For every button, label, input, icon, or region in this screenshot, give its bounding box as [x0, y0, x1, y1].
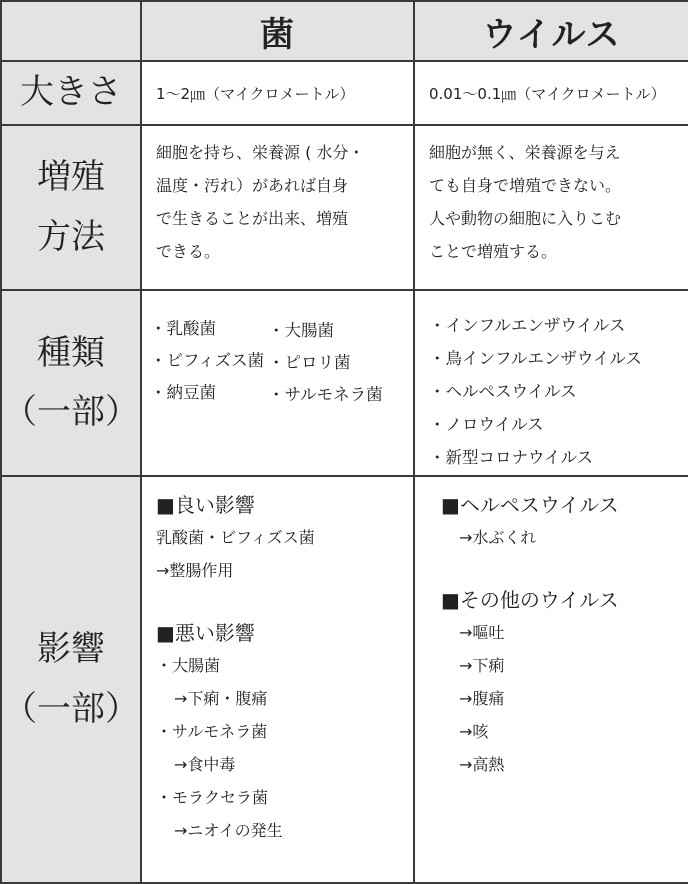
- text-line: 細胞が無く、栄養源を与え: [429, 143, 621, 162]
- effects-row: [1, 476, 688, 883]
- types-label-line: （一部）: [3, 392, 139, 432]
- other-virus-heading: ■その他のウイルス: [441, 588, 619, 612]
- effect-result: →下痢: [459, 656, 505, 675]
- effect-result: →下痢・腹痛: [174, 689, 268, 708]
- types-bacteria-col2: [268, 313, 383, 411]
- effect-name: ・サルモネラ菌: [156, 722, 268, 741]
- bad-effects-heading: ■悪い影響: [156, 621, 255, 645]
- reproduction-label: [1, 125, 141, 290]
- types-label-line: 種類: [37, 332, 105, 373]
- effects-label: [1, 476, 141, 883]
- list-item: ・サルモネラ菌: [268, 385, 383, 404]
- list-item: ・乳酸菌: [150, 319, 216, 338]
- list-item: ・鳥インフルエンザウイルス: [429, 349, 642, 368]
- size-label: 大きさ: [1, 61, 141, 125]
- size-row: [1, 61, 688, 125]
- list-item: ・インフルエンザウイルス: [429, 316, 626, 335]
- effect-result: →腹痛: [459, 689, 505, 708]
- text-line: 乳酸菌・ビフィズス菌: [156, 528, 315, 547]
- effect-name: ・大腸菌: [156, 656, 221, 675]
- effect-result: →ニオイの発生: [174, 821, 283, 840]
- text-line: ことで増殖する。: [429, 242, 558, 261]
- herpes-heading: ■ヘルペスウイルス: [441, 493, 619, 517]
- text-line: できる。: [156, 242, 221, 261]
- effect-result: →水ぶくれ: [459, 528, 537, 547]
- types-label: [1, 290, 141, 476]
- list-item: ・新型コロナウイルス: [429, 448, 594, 467]
- types-bacteria: [141, 290, 414, 476]
- good-effects-heading: ■良い影響: [156, 493, 255, 517]
- effect-result: →嘔吐: [459, 623, 505, 642]
- reproduction-label-line: 方法: [37, 216, 105, 257]
- effects-label-line: （一部）: [3, 688, 139, 729]
- list-item: ・ピロリ菌: [268, 353, 351, 372]
- text-line: ても自身で増殖できない。: [429, 176, 622, 195]
- text-line: →整腸作用: [156, 561, 234, 580]
- effects-label-line: 影響: [37, 629, 105, 669]
- types-virus: [414, 290, 688, 476]
- effect-result: →食中毒: [174, 755, 236, 774]
- effects-virus: [414, 476, 688, 883]
- reproduction-virus: [414, 125, 688, 290]
- list-item: ・ヘルペスウイルス: [429, 382, 577, 401]
- header-virus: ウイルス: [414, 1, 688, 61]
- list-item: ・ノロウイルス: [429, 415, 544, 434]
- size-bacteria: 1～2㎛（マイクロメートル）: [141, 61, 414, 125]
- header-row: [1, 1, 688, 61]
- reproduction-label-line: 増殖: [37, 157, 105, 197]
- effect-result: →高熱: [459, 755, 505, 774]
- header-bacteria: 菌: [141, 1, 414, 61]
- list-item: ・大腸菌: [268, 321, 334, 340]
- header-empty-cell: [1, 1, 141, 61]
- size-virus: 0.01～0.1㎛（マイクロメートル）: [414, 61, 688, 125]
- types-bacteria-col1: [150, 313, 268, 411]
- text-line: で生きることが出来、増殖: [156, 209, 349, 228]
- list-item: ・ビフィズス菌: [150, 351, 265, 370]
- types-row: [1, 290, 688, 476]
- list-item: ・納豆菌: [150, 383, 216, 402]
- reproduction-bacteria: [141, 125, 414, 290]
- text-line: 細胞を持ち、栄養源 ( 水分・: [156, 143, 365, 162]
- effect-result: →咳: [459, 722, 489, 741]
- reproduction-row: [1, 125, 688, 290]
- text-line: 人や動物の細胞に入りこむ: [429, 209, 622, 228]
- effect-name: ・モラクセラ菌: [156, 788, 269, 807]
- effects-bacteria: [141, 476, 414, 883]
- text-line: 温度・汚れ）があれば自身: [156, 176, 349, 195]
